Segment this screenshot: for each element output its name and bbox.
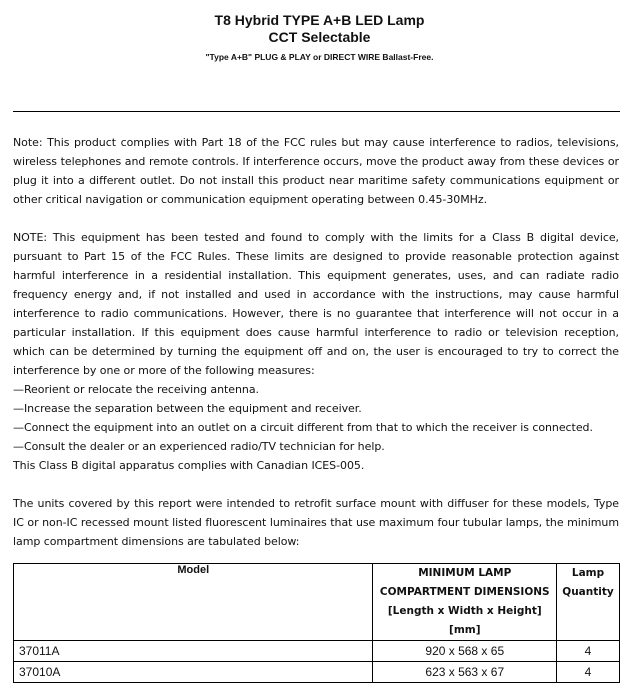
- dimensions-cell: 623 x 563 x 67: [373, 662, 557, 683]
- fcc-part18-note: Note: This product complies with Part 18 of the FCC rules but may cause interference to radios, televisions, wireless telephones and remote controls. If interference occurs, move the product away from these devices or plug it into a different outlet. Do not install this product near maritime safety communications equipment or other critical navigation or communication equipment operating between 0.45-30MHz.: [13, 136, 619, 206]
- table-header-row: [14, 564, 620, 641]
- measure-item: —Increase the separation between the equipment and receiver.: [13, 402, 362, 415]
- paragraph-gap: [13, 209, 619, 228]
- model-cell: 37010A: [14, 662, 373, 683]
- document-title: T8 Hybrid TYPE A+B LED Lamp: [214, 12, 425, 28]
- column-header-model: Model: [14, 564, 373, 641]
- measure-item: —Consult the dealer or an experienced radio/TV technician for help.: [13, 440, 385, 453]
- document-tagline: "Type A+B" PLUG & PLAY or DIRECT WIRE Ballast-Free.: [205, 52, 434, 62]
- dims-header-line: MINIMUM LAMP: [418, 567, 512, 579]
- table-row: [14, 641, 620, 662]
- fcc-part15-note: NOTE: This equipment has been tested and found to comply with the limits for a Class B digital device, pursuant to Part 15 of the FCC Rules. These limits are designed to provide reasonable protection against harmful interference in a residential installation. This equipment generates, uses, and can radiate radio frequency energy and, if not installed and used in accordance with the instructions, may cause harmful interference to radio communications. However, there is no guarantee that interference will not occur in a particular installation. If this equipment does cause harmful interference to radio or television reception, which can be determined by turning the equipment off and on, the user is encouraged to try to correct the interference by one or more of the following measures:: [13, 231, 619, 377]
- quantity-cell: 4: [557, 641, 620, 662]
- header-divider: [13, 111, 620, 112]
- document-header: [0, 12, 639, 62]
- column-header-dimensions: [373, 564, 557, 641]
- dims-header-line: [Length x Width x Height][mm]: [387, 605, 542, 636]
- dimensions-cell: 920 x 568 x 65: [373, 641, 557, 662]
- column-header-quantity: [557, 564, 620, 641]
- document-subtitle: CCT Selectable: [268, 29, 371, 45]
- paragraph-gap: [13, 475, 619, 494]
- table-row: [14, 662, 620, 683]
- dims-header-line: COMPARTMENT DIMENSIONS: [379, 586, 550, 598]
- retrofit-note: The units covered by this report were intended to retrofit surface mount with diffuser for these models, Type IC or non-IC recessed mount listed fluorescent luminaires that use maximum four tubular lamps, the minimum lamp compartment dimensions are tabulated below:: [13, 497, 619, 548]
- measure-item: —Reorient or relocate the receiving antenna.: [13, 383, 259, 396]
- quantity-cell: 4: [557, 662, 620, 683]
- ices-statement: This Class B digital apparatus complies with Canadian ICES-005.: [13, 459, 365, 472]
- qty-header-line: Quantity: [562, 586, 614, 598]
- lamp-dimensions-table: [13, 563, 620, 683]
- document-body: [13, 133, 619, 551]
- model-cell: 37011A: [14, 641, 373, 662]
- measure-item: —Connect the equipment into an outlet on a circuit different from that to which the receiver is connected.: [13, 421, 593, 434]
- qty-header-line: Lamp: [571, 567, 605, 579]
